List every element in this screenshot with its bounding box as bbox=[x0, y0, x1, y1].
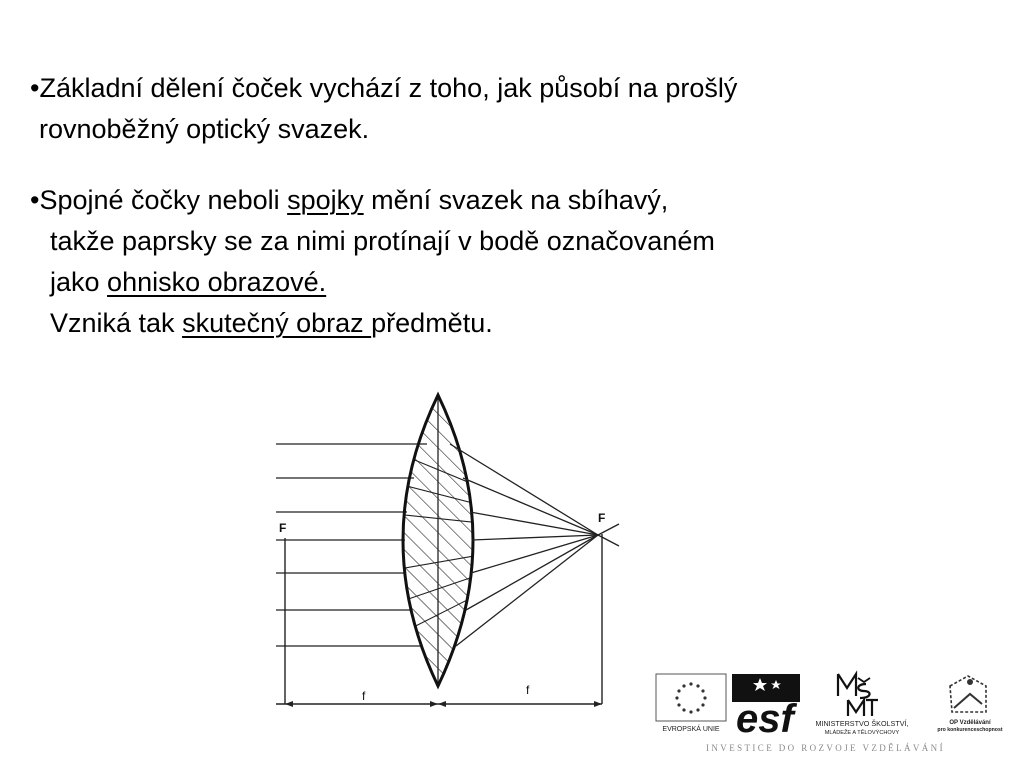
op-label-line1: OP Vzdělávání bbox=[949, 720, 991, 726]
paragraph2-line3-pre: jako bbox=[50, 267, 108, 297]
paragraph-converging-lens bbox=[30, 180, 715, 344]
paragraph2-line3 bbox=[30, 262, 715, 303]
paragraph2-line2: takže paprsky se za nimi protínají v bodě označovaném bbox=[50, 226, 715, 256]
term-spojky: spojky bbox=[287, 185, 364, 215]
msmt-logo bbox=[815, 674, 908, 736]
op-vk-logo bbox=[937, 676, 1002, 733]
term-skutecny-obraz: skutečný obraz bbox=[182, 308, 372, 338]
paragraph2-line4-pre: Vzniká tak bbox=[50, 308, 183, 338]
lens-body bbox=[376, 395, 596, 686]
paragraph2-line1-pre: •Spojné čočky neboli bbox=[30, 185, 288, 215]
converging-lens-diagram bbox=[276, 388, 620, 710]
investment-slogan: INVESTICE DO ROZVOJE VZDĚLÁVÁNÍ bbox=[706, 743, 945, 753]
paragraph1-line2: rovnoběžný optický svazek. bbox=[39, 114, 370, 144]
esf-label: esf bbox=[736, 697, 794, 741]
paragraph2-line4-post: předmětu. bbox=[371, 308, 493, 338]
paragraph1-line1: •Základní dělení čoček vychází z toho, jak působí na prošlý bbox=[30, 73, 738, 103]
esf-logo bbox=[732, 674, 800, 741]
refracted-rays bbox=[450, 444, 619, 646]
msmt-label-line1: MINISTERSTVO ŠKOLSTVÍ, bbox=[815, 719, 909, 728]
label-focal-length-left: f bbox=[362, 689, 366, 703]
label-focus-left: F bbox=[279, 521, 287, 535]
term-ohnisko-obrazove: ohnisko obrazové. bbox=[107, 267, 327, 297]
label-focal-length-right: f bbox=[526, 683, 530, 697]
paragraph2-line1-post: mění svazek na sbíhavý, bbox=[363, 185, 669, 215]
paragraph2-line1 bbox=[30, 180, 715, 221]
paragraph-lens-division bbox=[30, 68, 737, 150]
eu-label: EVROPSKÁ UNIE bbox=[662, 726, 720, 733]
label-focus-right: F bbox=[598, 511, 606, 525]
eu-logo bbox=[656, 674, 726, 733]
msmt-label-line2: MLÁDEŽE A TĚLOVÝCHOVY bbox=[824, 730, 900, 736]
paragraph2-line4 bbox=[30, 303, 715, 344]
op-label-line2: pro konkurenceschopnost bbox=[937, 727, 1003, 733]
